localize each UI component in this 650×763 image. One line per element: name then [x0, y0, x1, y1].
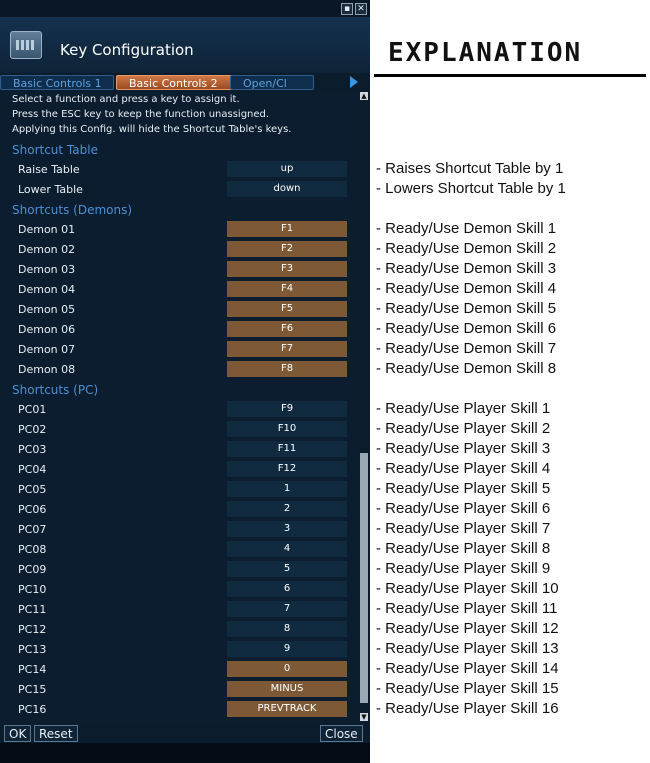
- key-binding-field[interactable]: 3: [227, 521, 347, 537]
- key-row-label: Demon 01: [18, 223, 76, 236]
- key-row-label: PC07: [18, 523, 47, 536]
- scroll-up-icon[interactable]: ▲: [361, 92, 367, 100]
- explanation-line: - Ready/Use Player Skill 13: [376, 640, 559, 657]
- key-row-label: PC06: [18, 503, 47, 516]
- config-list: [0, 91, 357, 723]
- explanation-line: - Ready/Use Player Skill 9: [376, 560, 551, 577]
- key-row-label: PC15: [18, 683, 47, 696]
- scroll-down-icon[interactable]: ▼: [361, 713, 367, 721]
- key-binding-field[interactable]: 5: [227, 561, 347, 577]
- explanation-underline: [374, 74, 646, 77]
- key-binding-field[interactable]: F5: [227, 301, 347, 317]
- key-binding-field[interactable]: F2: [227, 241, 347, 257]
- explanation-line: - Ready/Use Demon Skill 5: [376, 300, 557, 317]
- tab-basic-controls-1[interactable]: Basic Controls 1: [0, 75, 114, 90]
- key-row[interactable]: [0, 321, 357, 339]
- ok-button[interactable]: OK: [4, 725, 31, 742]
- tab-bar: [0, 73, 370, 91]
- key-binding-field[interactable]: F6: [227, 321, 347, 337]
- key-binding-field[interactable]: 2: [227, 501, 347, 517]
- key-row-label: PC13: [18, 643, 47, 656]
- explanation-line: - Ready/Use Demon Skill 7: [376, 340, 557, 357]
- key-row[interactable]: [0, 601, 357, 619]
- key-row-label: PC01: [18, 403, 47, 416]
- explanation-line: - Ready/Use Player Skill 1: [376, 400, 551, 417]
- key-row-label: PC16: [18, 703, 47, 716]
- key-row[interactable]: [0, 361, 357, 379]
- close-button[interactable]: Close: [320, 725, 363, 742]
- key-row[interactable]: [0, 421, 357, 439]
- tab-open-close[interactable]: Open/Cl: [230, 75, 314, 90]
- section-shortcut-table: Shortcut Table: [12, 143, 98, 157]
- key-row[interactable]: [0, 221, 357, 239]
- explanation-line: - Ready/Use Demon Skill 3: [376, 260, 557, 277]
- reset-button[interactable]: Reset: [34, 725, 78, 742]
- explanation-line: - Ready/Use Player Skill 8: [376, 540, 551, 557]
- key-row-label: PC12: [18, 623, 47, 636]
- key-binding-field[interactable]: F10: [227, 421, 347, 437]
- key-row[interactable]: [0, 281, 357, 299]
- key-row[interactable]: [0, 481, 357, 499]
- key-row[interactable]: [0, 621, 357, 639]
- bottom-bar: [0, 723, 370, 743]
- key-row-label: Raise Table: [18, 163, 80, 176]
- key-binding-field[interactable]: F9: [227, 401, 347, 417]
- explanation-line: - Ready/Use Player Skill 10: [376, 580, 559, 597]
- key-binding-field[interactable]: 6: [227, 581, 347, 597]
- key-row-label: PC11: [18, 603, 47, 616]
- key-row-label: Demon 02: [18, 243, 76, 256]
- explanation-line: - Ready/Use Player Skill 15: [376, 680, 559, 697]
- explanation-line: - Raises Shortcut Table by 1: [376, 160, 564, 177]
- key-row[interactable]: [0, 701, 357, 719]
- key-binding-field[interactable]: 9: [227, 641, 347, 657]
- explanation-line: - Ready/Use Player Skill 6: [376, 500, 551, 517]
- key-row-label: Demon 05: [18, 303, 76, 316]
- explanation-line: - Ready/Use Demon Skill 4: [376, 280, 557, 297]
- key-binding-field[interactable]: F11: [227, 441, 347, 457]
- key-row[interactable]: [0, 301, 357, 319]
- key-row-label: Demon 08: [18, 363, 76, 376]
- section-shortcuts-pc: Shortcuts (PC): [12, 383, 99, 397]
- key-binding-field[interactable]: 4: [227, 541, 347, 557]
- key-binding-field[interactable]: 7: [227, 601, 347, 617]
- key-binding-field[interactable]: F1: [227, 221, 347, 237]
- window-footer: [0, 743, 370, 763]
- key-binding-field[interactable]: 0: [227, 661, 347, 677]
- explanation-line: - Ready/Use Player Skill 16: [376, 700, 559, 717]
- key-binding-field[interactable]: 1: [227, 481, 347, 497]
- keyboard-icon: [10, 31, 42, 59]
- close-window-button[interactable]: ✕: [355, 3, 367, 15]
- explanation-title: EXPLANATION: [388, 38, 583, 68]
- key-binding-field[interactable]: up: [227, 161, 347, 177]
- key-row[interactable]: [0, 441, 357, 459]
- key-row-label: PC10: [18, 583, 47, 596]
- tab-basic-controls-2[interactable]: Basic Controls 2: [116, 75, 234, 90]
- key-binding-field[interactable]: F3: [227, 261, 347, 277]
- key-binding-field[interactable]: PREVTRACK: [227, 701, 347, 717]
- explanation-line: - Ready/Use Demon Skill 6: [376, 320, 557, 337]
- key-row-label: PC08: [18, 543, 47, 556]
- window-top-bar: [0, 0, 370, 17]
- minimize-button[interactable]: ▪: [341, 3, 353, 15]
- key-row-label: Demon 03: [18, 263, 76, 276]
- key-row-label: PC02: [18, 423, 47, 436]
- key-row-label: Demon 04: [18, 283, 76, 296]
- key-binding-field[interactable]: F8: [227, 361, 347, 377]
- key-binding-field[interactable]: F4: [227, 281, 347, 297]
- key-row[interactable]: [0, 541, 357, 559]
- key-row-label: Demon 07: [18, 343, 76, 356]
- key-row-label: PC09: [18, 563, 47, 576]
- key-row-label: PC05: [18, 483, 47, 496]
- key-row[interactable]: [0, 241, 357, 259]
- explanation-line: - Ready/Use Player Skill 7: [376, 520, 551, 537]
- explanation-line: - Ready/Use Player Skill 4: [376, 460, 551, 477]
- intro-line: Applying this Config. will hide the Shortcut Table's keys.: [12, 124, 292, 135]
- key-binding-field[interactable]: MINUS: [227, 681, 347, 697]
- explanation-line: - Ready/Use Player Skill 3: [376, 440, 551, 457]
- scroll-thumb[interactable]: [360, 453, 368, 703]
- key-row-label: Lower Table: [18, 183, 83, 196]
- explanation-line: - Ready/Use Player Skill 5: [376, 480, 551, 497]
- key-binding-field[interactable]: F7: [227, 341, 347, 357]
- explanation-line: - Ready/Use Demon Skill 1: [376, 220, 557, 237]
- key-row[interactable]: [0, 661, 357, 679]
- key-row[interactable]: [0, 261, 357, 279]
- explanation-line: - Ready/Use Player Skill 11: [376, 600, 558, 617]
- key-row[interactable]: [0, 181, 357, 199]
- key-row[interactable]: [0, 641, 357, 659]
- explanation-line: - Ready/Use Player Skill 2: [376, 420, 551, 437]
- scrollbar[interactable]: [359, 91, 369, 723]
- window-header: [0, 17, 370, 73]
- key-row-label: PC14: [18, 663, 47, 676]
- key-row-label: Demon 06: [18, 323, 76, 336]
- key-row[interactable]: [0, 581, 357, 599]
- key-row[interactable]: [0, 461, 357, 479]
- key-row[interactable]: [0, 161, 357, 179]
- key-row-label: PC04: [18, 463, 47, 476]
- key-row[interactable]: [0, 521, 357, 539]
- key-row[interactable]: [0, 681, 357, 699]
- explanation-line: - Ready/Use Demon Skill 2: [376, 240, 557, 257]
- explanation-line: - Ready/Use Player Skill 12: [376, 620, 559, 637]
- explanation-line: - Lowers Shortcut Table by 1: [376, 180, 566, 197]
- key-row[interactable]: [0, 401, 357, 419]
- window-title: Key Configuration: [60, 41, 194, 59]
- key-binding-field[interactable]: 8: [227, 621, 347, 637]
- intro-line: Select a function and press a key to assign it.: [12, 94, 240, 105]
- explanation-line: - Ready/Use Player Skill 14: [376, 660, 559, 677]
- section-shortcuts-demons: Shortcuts (Demons): [12, 203, 133, 217]
- explanation-line: - Ready/Use Demon Skill 8: [376, 360, 557, 377]
- key-row[interactable]: [0, 561, 357, 579]
- tab-scroll-right-icon[interactable]: [350, 76, 358, 88]
- key-binding-field[interactable]: down: [227, 181, 347, 197]
- key-row[interactable]: [0, 501, 357, 519]
- key-row-label: PC03: [18, 443, 47, 456]
- key-row[interactable]: [0, 341, 357, 359]
- intro-line: Press the ESC key to keep the function unassigned.: [12, 109, 270, 120]
- key-binding-field[interactable]: F12: [227, 461, 347, 477]
